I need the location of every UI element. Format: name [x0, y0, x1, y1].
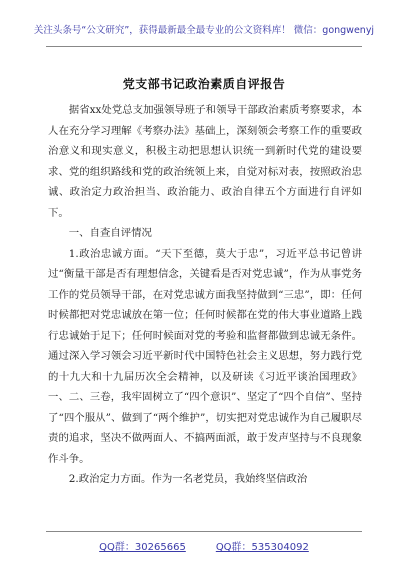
header-note: 关注头条号“公文研究”，获得最新最全最专业的公文资料库！ 微信：gongwenyj: [33, 25, 375, 36]
document-body: [48, 100, 362, 490]
footer-contacts: [0, 538, 408, 553]
paragraph-intro: 据省xx处党总支加强领导班子和领导干部政治素质考察要求，本人在充分学习理解《考察办法》基础上，深刻领会考察工作的重要政治意义和现实意义，积极主动把思想认识统一到新时代党的建设要求、党的组织路线和党的政治统领上来，自觉对标对表，按照政治忠诚、政治定力政治担当、政治能力、政治自律五个方面进行自评如下。: [48, 104, 362, 219]
paragraph-political-loyalty: 1.政治忠诚方面。“天下至德，莫大于忠”，习近平总书记曾讲过“衡量干部是否有理想信念，关键看是否对党忠诚”，作为从事党务工作的党员领导干部，在对党忠诚方面我坚持做到“三忠”，即：任何时候都把对党忠诚放在第一位；任何时候都在党的伟大事业道路上践行忠诚始于足下；任何时候面对党的考验和监督都做到忠诚无条件。通过深入学习领会习近平新时代中国特色社会主义思想，努力践行党的十九大和十九届历次全会精神，以及研读《习近平谈治国理政》一、二、三卷，我牢固树立了“四个意识”、坚定了“四个自信”、坚持了“四个服从”、做到了“两个维护”，切实把对党忠诚作为自己履职尽责的追求，坚决不做两面人、不搞两面派，敢于发声坚持与不良现象作斗争。: [48, 247, 362, 465]
section-heading-self-check: 一、自查自评情况: [68, 227, 152, 239]
header-divider: [46, 46, 362, 47]
paragraph-political-resolve: 2.政治定力方面。作为一名老党员，我始终坚信政治: [68, 473, 308, 485]
qq-group-2[interactable]: QQ群：535304092: [215, 542, 309, 553]
footer-divider: [46, 531, 362, 532]
document-title: 党支部书记政治素质自评报告: [122, 77, 286, 91]
qq-group-1[interactable]: QQ群：30265665: [99, 542, 186, 553]
